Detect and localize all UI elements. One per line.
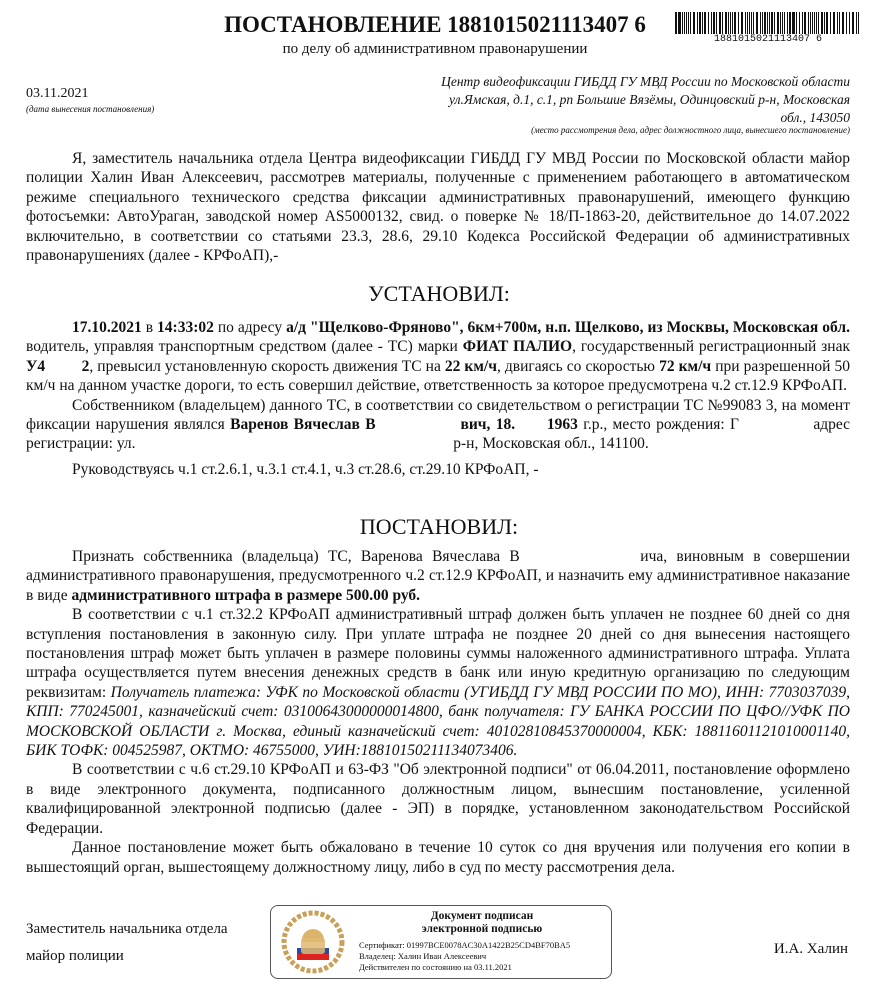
- place-line: ул.Ямская, д.1, с.1, рп Большие Вязёмы, Одинцовский р-н, Московская: [448, 92, 850, 107]
- issue-date-note: (дата вынесения постановления): [26, 104, 155, 114]
- barcode-bar: [682, 12, 684, 34]
- barcode-bar: [780, 12, 782, 34]
- barcode-bar: [769, 12, 770, 34]
- document-subtitle: по делу об административном правонарушении: [282, 41, 588, 57]
- fine-amount: административного штрафа в размере 500.00 руб.: [71, 586, 421, 604]
- owner-paragraph: [26, 396, 854, 454]
- text: В соответствии с ч.1 ст.32.2 КРФоАП административный штраф должен быть уплачен не позднее 60 дней со дня вступления постановления в законную силу. При уплате штрафа не позднее 20 дней со дня вынесения настоящего постановления штраф может быть уплачен в размере половины суммы наложенного административного штрафа. Уплата штрафа осуществляется путем внесения денежных средств в банк или иную кредитную организацию по следующим реквизитам:: [26, 606, 850, 701]
- text: , государственный регистрационный знак: [572, 338, 850, 356]
- stamp-title-line: Документ подписан: [430, 910, 534, 922]
- barcode-bar: [741, 12, 743, 34]
- barcode-bar: [808, 12, 809, 34]
- barcode-bar: [699, 12, 701, 34]
- barcode-bar: [818, 12, 819, 34]
- barcode-bar: [734, 12, 736, 34]
- barcode-bar: [812, 12, 813, 34]
- barcode-bar: [686, 12, 687, 34]
- stamp-title: [359, 910, 605, 936]
- verdict-paragraph: [26, 547, 854, 605]
- barcode-bar: [856, 12, 858, 34]
- barcode-bar: [784, 12, 785, 34]
- place-line: обл., 143050: [780, 110, 850, 125]
- guidance-paragraph: Руководствуясь ч.1 ст.2.6.1, ч.3.1 ст.4.1, ч.3 ст.28.6, ст.29.10 КРФоАП, -: [72, 460, 539, 478]
- barcode-bar: [799, 12, 800, 34]
- barcode-bar: [826, 12, 828, 34]
- barcode-bar: [713, 12, 715, 34]
- barcode-bar: [804, 12, 806, 34]
- barcode-bar: [814, 12, 815, 34]
- text: водитель, управляя транспортным средством (далее - ТС) марки: [26, 338, 463, 356]
- barcode-bar: [675, 12, 677, 34]
- barcode-bar: [858, 12, 859, 34]
- barcode-bar: [846, 12, 848, 34]
- speed: 72 км/ч: [659, 357, 712, 375]
- text: г.р., место рождения: Г адрес регистрации: ул. р-н, Московская обл., 141100.: [26, 416, 854, 453]
- barcode-bar: [697, 12, 698, 34]
- speed-excess: 22 км/ч: [444, 357, 497, 375]
- resolved-section: [26, 547, 854, 877]
- barcode-bar: [702, 12, 704, 34]
- text: Собственником (владельцем) данного ТС, в соответствии со свидетельством о регистрации ТС №99083 3, на момент фиксации нарушения являлся: [26, 396, 850, 434]
- barcode-bar: [830, 12, 832, 34]
- barcode-bar: [816, 12, 817, 34]
- barcode-bar: [833, 12, 835, 34]
- certificate-owner: Владелец: Халин Иван Алексеевич: [359, 951, 487, 961]
- violation-time: 14:33:02: [157, 319, 214, 336]
- barcode-bar: [725, 12, 727, 34]
- barcode: [675, 12, 861, 34]
- place-line: Центр видеофиксации ГИБДД ГУ МВД России по Московской области: [441, 74, 850, 89]
- barcode-bar: [704, 12, 706, 34]
- barcode-bar: [839, 12, 840, 34]
- barcode-bar: [719, 12, 721, 34]
- text: при разрешенной 50 км/ч на данном участке дороги, то есть совершил действие, ответственность за которое предусмотрена ч.2 ст.12.9 КРФоАП.: [26, 357, 850, 395]
- barcode-bar: [771, 12, 773, 34]
- barcode-bar: [747, 12, 748, 34]
- barcode-bar: [738, 12, 740, 34]
- barcode-bar: [792, 12, 793, 34]
- barcode-bar: [789, 12, 791, 34]
- barcode-bar: [837, 12, 839, 34]
- barcode-bar: [690, 12, 692, 34]
- gibdd-emblem-icon: [281, 910, 345, 974]
- established-section: [26, 318, 854, 479]
- issue-date: 03.11.2021: [26, 86, 89, 101]
- barcode-bar: [777, 12, 779, 34]
- signer-rank: майор полиции: [26, 948, 124, 964]
- barcode-bar: [787, 12, 789, 34]
- signer-name: И.А. Халин: [773, 941, 848, 957]
- barcode-bar: [753, 12, 754, 34]
- resolved-heading: ПОСТАНОВИЛ:: [359, 514, 519, 539]
- payment-paragraph: [26, 605, 850, 760]
- barcode-bar: [730, 12, 731, 34]
- stamp-title-line: электронной подписью: [421, 923, 543, 935]
- payment-requisites: Получатель платежа: УФК по Московской области (УГИБДД ГУ МВД РОССИИ ПО МО), ИНН: 7703037039, КПП: 770245001, казначейский счет: 03100643000000014800, банк получателя: ГУ БАНКА РОССИИ ПО ЦФО//УФК ПО МОСКОВСКОЙ ОБЛАСТИ г. Москва, единый казначейский счет: 40102810845370000004, КБК: 18811601121010001140, БИК ТОФК: 004525987, ОКТМО: 46755000, УИН:18810150211134073406.: [26, 683, 850, 760]
- barcode-bar: [802, 12, 804, 34]
- barcode-bar: [708, 12, 709, 34]
- barcode-bar: [751, 12, 753, 34]
- barcode-bar: [796, 12, 797, 34]
- barcode-bar: [684, 12, 685, 34]
- barcode-bar: [760, 12, 761, 34]
- signer-position-line: Заместитель начальника отдела: [26, 921, 228, 937]
- barcode-bar: [749, 12, 750, 34]
- barcode-bar: [810, 12, 811, 34]
- barcode-bar: [849, 12, 850, 34]
- barcode-bar: [745, 12, 747, 34]
- place-note: (место рассмотрения дела, адрес должностного лица, вынесшего постановление): [531, 125, 850, 135]
- barcode-bar: [842, 12, 844, 34]
- barcode-number: 1881015021113407 6: [713, 34, 823, 45]
- barcode-bar: [678, 12, 679, 34]
- barcode-bar: [711, 12, 713, 34]
- intro-section: [26, 149, 850, 265]
- certificate-validity: Действителен по состоянию на 03.11.2021: [359, 962, 512, 972]
- barcode-bar: [732, 12, 733, 34]
- violation-address: а/д "Щелково-Фряново", 6км+700м, н.п. Щелково, из Москвы, Московская обл.: [286, 319, 850, 336]
- appeal-paragraph: Данное постановление может быть обжаловано в течение 10 суток со дня вручения или получения его копии в вышестоящий орган, вышестоящему должностному лицу, либо в суд по месту рассмотрения дела.: [26, 839, 850, 876]
- violation-date: 17.10.2021: [72, 319, 142, 336]
- barcode-bar: [793, 12, 795, 34]
- barcode-bar: [679, 12, 681, 34]
- car-model: ФИАТ ПАЛИО: [462, 338, 573, 356]
- e-signature-paragraph: В соответствии с ч.6 ст.29.10 КРФоАП и 63-ФЗ "Об электронной подписи" от 06.04.2011, постановление оформлено в виде электронного документа, подписанного должностным лицом, вынесшим постановление, усиленной квалифицированной электронной подписью (далее - ЭП) в порядке, установленном законодательством Российской Федерации.: [26, 761, 850, 837]
- text: , двигаясь со скоростью: [496, 357, 660, 375]
- barcode-bar: [716, 12, 718, 34]
- certificate-number: Сертификат: 01997BCE0078AC30A1422B25CD4BF70BA5: [359, 940, 571, 950]
- text: Признать собственника (владельца) ТС, Варенова Вячеслава В ича, виновным в совершении административного правонарушения, предусмотренного ч.2 ст.12.9 КРФоАП, и назначить ему административное наказание в виде: [26, 548, 854, 604]
- text: в: [141, 319, 158, 336]
- text: по адресу: [213, 319, 287, 336]
- barcode-bar: [782, 12, 783, 34]
- text: , превысил установленную скорость движения ТС на: [89, 357, 445, 375]
- place-of-review: [410, 73, 850, 127]
- barcode-bar: [764, 12, 766, 34]
- barcode-bar: [688, 12, 689, 34]
- plate-number: У4 2: [26, 357, 90, 375]
- signer-position: [26, 916, 228, 970]
- barcode-bar: [852, 12, 854, 34]
- barcode-bar: [728, 12, 729, 34]
- e-signature-stamp: [270, 905, 612, 979]
- barcode-bar: [722, 12, 724, 34]
- barcode-bar: [693, 12, 695, 34]
- intro-paragraph: Я, заместитель начальника отдела Центра видеофиксации ГИБДД ГУ МВД России по Московской области майор полиции Халин Иван Алексеевич, рассмотрев материалы, полученные с применением работающего в автоматическом режиме специального технического средства фиксации административных правонарушений, имеющего функцию фотосъемки: АвтоУраган, заводской номер AS5000132, свид. о поверке № 18/П-1863-20, действительное до 14.07.2022 включительно, в соответствии со статьями 23.3, 28.6, 29.10 Кодекса Российской Федерации об административных правонарушениях (далее - КРФоАП),-: [26, 150, 850, 265]
- document-title: ПОСТАНОВЛЕНИЕ 1881015021113407 6: [224, 12, 646, 37]
- barcode-bar: [774, 12, 776, 34]
- barcode-bar: [767, 12, 768, 34]
- violation-paragraph: [26, 318, 850, 396]
- barcode-bar: [824, 12, 825, 34]
- barcode-bar: [756, 12, 758, 34]
- owner-name: Варенов Вячеслав В вич, 18. 1963: [230, 416, 578, 434]
- barcode-bar: [821, 12, 823, 34]
- established-heading: УСТАНОВИЛ:: [368, 281, 510, 306]
- barcode-bar: [762, 12, 763, 34]
